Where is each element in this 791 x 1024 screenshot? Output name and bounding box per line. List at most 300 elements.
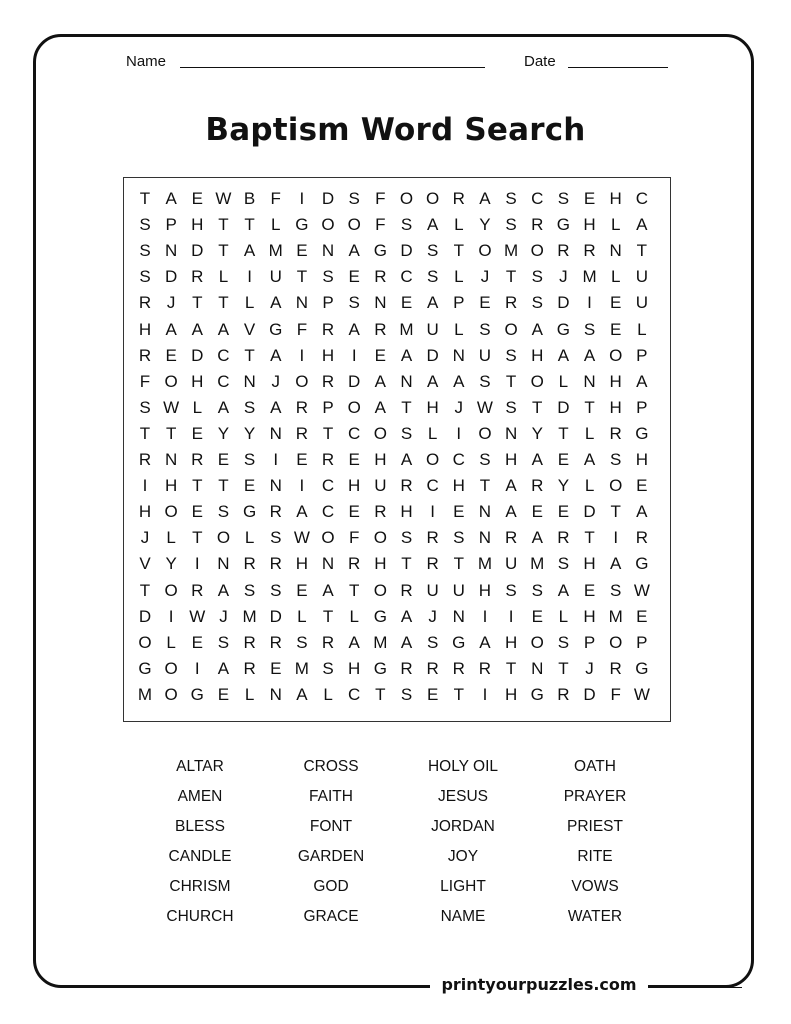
grid-row [124, 630, 670, 656]
grid-letter: H [426, 397, 439, 417]
grid-letter: F [348, 528, 360, 548]
grid-letter: R [452, 658, 465, 678]
grid-letter: A [426, 293, 439, 313]
grid-row [124, 447, 670, 473]
grid-letter: E [583, 580, 596, 600]
grid-letter: L [584, 476, 595, 496]
grid-letter: Y [243, 423, 256, 443]
grid-letter: R [609, 658, 622, 678]
grid-letter: E [191, 423, 203, 443]
grid-letter: Y [165, 554, 177, 574]
grid-letter: G [556, 215, 570, 235]
grid-letter: O [530, 632, 544, 652]
grid-letter: E [165, 345, 177, 365]
name-label: Name [126, 53, 167, 70]
grid-letter: J [559, 267, 568, 287]
grid-letter: S [217, 632, 230, 652]
grid-letter: E [296, 450, 308, 469]
grid-letter: G [373, 606, 387, 626]
grid-letter: S [557, 632, 570, 652]
grid-letter: S [426, 632, 439, 652]
grid-letter: A [583, 345, 596, 365]
grid-letter: C [217, 371, 230, 391]
date-line [568, 67, 668, 68]
grid-letter: H [348, 476, 361, 496]
grid-letter: H [191, 371, 204, 391]
grid-letter: E [348, 502, 360, 522]
grid-letter: E [296, 580, 308, 600]
grid-letter: E [610, 293, 622, 313]
grid-letter: H [583, 215, 596, 235]
grid-letter: G [452, 632, 466, 652]
grid-letter: L [166, 632, 176, 652]
grid-letter: U [635, 267, 648, 287]
grid-letter: D [321, 189, 335, 208]
grid-letter: G [530, 684, 544, 704]
grid-letter: C [217, 345, 230, 365]
grid-letter: E [374, 345, 387, 365]
grid-letter: R [243, 658, 256, 678]
word-list-item: BLESS [175, 818, 225, 835]
grid-letter: O [426, 189, 440, 208]
grid-letter: R [400, 476, 413, 496]
grid-letter: R [269, 632, 282, 652]
grid-letter: R [191, 267, 204, 287]
grid-letter: O [164, 502, 178, 522]
grid-letter: E [348, 450, 360, 469]
footer-rule-right [652, 987, 742, 988]
word-list-item: RITE [577, 848, 613, 865]
grid-letter: T [192, 476, 203, 496]
grid-letter: S [322, 267, 334, 287]
grid-letter: P [636, 345, 648, 365]
grid-letter: V [139, 554, 151, 574]
grid-letter: S [322, 658, 334, 678]
grid-letter: W [215, 189, 232, 208]
grid-letter: A [636, 215, 648, 235]
grid-letter: L [454, 267, 464, 287]
grid-letter: S [505, 215, 517, 235]
grid-letter: O [347, 397, 361, 417]
grid-letter: I [299, 189, 305, 208]
grid-letter: M [477, 554, 493, 574]
grid-letter: T [348, 580, 360, 600]
grid-letter: E [217, 684, 230, 704]
grid-letter: A [165, 319, 177, 339]
grid-letter: P [636, 632, 648, 652]
grid-letter: P [583, 632, 596, 652]
grid-letter: S [217, 502, 230, 522]
grid-letter: R [269, 554, 282, 574]
grid-letter: D [557, 397, 570, 417]
grid-letter: S [270, 580, 282, 600]
word-list-item: GARDEN [297, 848, 365, 865]
word-list-item: CROSS [303, 758, 359, 775]
word-list-item: PRAYER [563, 788, 627, 805]
grid-letter: U [374, 476, 387, 496]
grid-letter: U [452, 580, 465, 600]
grid-letter: R [269, 502, 282, 522]
grid-letter: S [479, 371, 491, 391]
grid-letter: O [373, 423, 387, 443]
grid-letter: S [531, 580, 543, 600]
grid-letter: F [296, 319, 308, 339]
grid-letter: U [635, 293, 648, 313]
grid-letter: H [531, 345, 544, 365]
grid-letter: B [243, 189, 256, 208]
grid-letter: R [504, 528, 518, 548]
word-list-item: CHURCH [166, 908, 234, 925]
grid-letter: N [374, 293, 387, 313]
grid-letter: A [426, 215, 439, 235]
grid-letter: U [426, 319, 439, 339]
grid-letter: T [218, 215, 229, 235]
grid-letter: M [268, 241, 283, 261]
grid-letter: A [191, 319, 203, 339]
grid-letter: H [504, 684, 518, 704]
grid-letter: S [348, 293, 360, 313]
grid-letter: G [635, 658, 649, 678]
grid-letter: E [191, 502, 203, 522]
grid-letter: A [296, 502, 308, 522]
grid-letter: O [504, 319, 518, 339]
grid-letter: E [610, 319, 622, 339]
grid-letter: N [609, 241, 622, 261]
grid-letter: F [139, 371, 151, 391]
grid-letter: R [374, 319, 387, 339]
grid-letter: S [531, 293, 543, 313]
grid-letter: M [399, 319, 414, 339]
grid-letter: O [399, 189, 414, 208]
grid-letter: O [164, 371, 178, 391]
grid-letter: A [400, 345, 413, 365]
grid-letter: T [139, 580, 151, 600]
grid-letter: E [453, 502, 465, 522]
grid-letter: H [295, 554, 309, 574]
grid-letter: L [584, 423, 595, 443]
grid-letter: L [610, 267, 621, 287]
grid-letter: N [269, 684, 282, 704]
grid-letter: P [165, 215, 177, 235]
grid-letter: W [476, 397, 493, 417]
grid-letter: T [218, 293, 229, 313]
grid-letter: S [557, 554, 570, 574]
grid-letter: C [348, 423, 361, 443]
grid-letter: A [453, 371, 465, 391]
grid-letter: S [400, 423, 413, 443]
grid-letter: N [531, 658, 544, 678]
grid-row [124, 395, 670, 421]
grid-letter: R [321, 319, 335, 339]
grid-letter: R [295, 397, 309, 417]
grid-letter: I [430, 502, 435, 522]
grid-letter: S [610, 580, 622, 600]
grid-letter: J [428, 606, 437, 626]
grid-letter: N [269, 423, 282, 443]
grid-letter: O [347, 215, 361, 235]
grid-row [124, 317, 670, 343]
grid-letter: T [139, 189, 151, 208]
grid-row [124, 264, 670, 290]
grid-letter: U [478, 345, 492, 365]
grid-letter: N [452, 606, 465, 626]
page-title: Baptism Word Search [205, 112, 586, 148]
grid-letter: R [531, 215, 544, 235]
grid-letter: L [244, 528, 255, 548]
grid-letter: T [218, 241, 229, 261]
grid-letter: I [299, 345, 305, 365]
grid-letter: S [348, 189, 360, 208]
grid-letter: H [583, 606, 596, 626]
grid-letter: H [321, 345, 335, 365]
grid-letter: A [636, 502, 648, 522]
grid-letter: A [348, 632, 360, 652]
grid-letter: E [636, 606, 648, 626]
grid-letter: Y [531, 423, 543, 443]
grid-row [124, 369, 670, 395]
grid-letter: O [321, 215, 335, 235]
grid-letter: T [244, 345, 255, 365]
grid-letter: G [635, 423, 649, 443]
grid-letter: O [478, 241, 492, 261]
grid-letter: L [244, 684, 255, 704]
grid-letter: T [401, 554, 412, 574]
grid-letter: H [138, 502, 152, 522]
grid-letter: N [321, 554, 335, 574]
grid-letter: I [194, 554, 200, 574]
grid-letter: H [374, 554, 387, 574]
grid-letter: S [400, 684, 413, 704]
grid-letter: A [531, 450, 543, 469]
grid-letter: T [558, 658, 569, 678]
grid-letter: S [139, 267, 151, 287]
grid-letter: E [479, 293, 491, 313]
grid-letter: S [479, 450, 491, 469]
word-list-item: JESUS [438, 788, 488, 805]
grid-letter: R [348, 554, 361, 574]
grid-letter: P [322, 293, 334, 313]
grid-letter: L [297, 606, 307, 626]
grid-letter: D [348, 371, 361, 391]
grid-letter: D [557, 293, 570, 313]
grid-letter: N [400, 371, 413, 391]
grid-letter: O [164, 658, 178, 678]
grid-letter: I [168, 606, 174, 626]
grid-letter: A [610, 554, 622, 574]
word-list-item: HOLY OIL [427, 758, 499, 775]
grid-letter: E [531, 502, 543, 522]
grid-letter: R [374, 267, 387, 287]
grid-letter: U [504, 554, 518, 574]
grid-letter: E [557, 502, 570, 522]
grid-row [124, 238, 670, 264]
grid-letter: T [401, 397, 412, 417]
grid-letter: E [583, 189, 596, 208]
grid-letter: N [583, 371, 596, 391]
word-list-item: GRACE [303, 908, 359, 925]
grid-letter: U [269, 267, 282, 287]
grid-letter: O [295, 371, 309, 391]
word-list-item: AMEN [177, 788, 223, 805]
grid-letter: R [635, 528, 648, 548]
grid-letter: L [271, 215, 281, 235]
grid-letter: J [454, 397, 464, 417]
grid-row [124, 525, 670, 551]
grid-row [124, 421, 670, 447]
grid-letter: M [137, 684, 153, 704]
grid-letter: R [531, 476, 544, 496]
word-list-item: NAME [440, 908, 486, 925]
letter-grid [123, 177, 671, 722]
grid-letter: G [138, 658, 152, 678]
grid-letter: A [217, 580, 230, 600]
grid-letter: A [348, 241, 360, 261]
word-list-item: OATH [574, 758, 616, 775]
grid-letter: T [505, 267, 517, 287]
grid-letter: M [608, 606, 623, 626]
grid-letter: T [375, 684, 386, 704]
grid-letter: R [243, 554, 256, 574]
grid-letter: T [558, 423, 569, 443]
grid-letter: H [478, 580, 492, 600]
grid-letter: M [530, 554, 545, 574]
grid-letter: E [636, 476, 648, 496]
grid-letter: D [191, 241, 204, 261]
grid-letter: H [138, 319, 152, 339]
grid-letter: E [426, 684, 439, 704]
grid-row [124, 343, 670, 369]
grid-letter: W [189, 606, 206, 626]
grid-letter: T [192, 293, 203, 313]
grid-letter: I [482, 684, 488, 704]
grid-letter: H [609, 397, 622, 417]
grid-letter: O [609, 632, 623, 652]
grid-letter: J [166, 293, 176, 313]
grid-letter: F [610, 684, 621, 704]
grid-letter: H [583, 554, 596, 574]
grid-letter: E [191, 189, 203, 208]
grid-letter: R [321, 450, 335, 469]
grid-letter: A [505, 476, 517, 496]
grid-letter: C [452, 450, 465, 469]
grid-letter: A [217, 319, 230, 339]
grid-letter: S [505, 345, 517, 365]
word-list-item: LIGHT [440, 878, 486, 895]
grid-letter: Y [479, 215, 491, 235]
word-list-item: JOY [447, 848, 479, 865]
grid-letter: O [321, 528, 335, 548]
grid-letter: T [296, 267, 308, 287]
grid-letter: E [557, 450, 570, 469]
grid-letter: I [194, 658, 200, 678]
grid-letter: T [532, 397, 543, 417]
grid-letter: I [273, 450, 279, 469]
grid-letter: H [348, 658, 361, 678]
grid-letter: I [587, 293, 592, 313]
grid-letter: S [557, 189, 570, 208]
grid-letter: T [322, 423, 334, 443]
grid-letter: D [400, 241, 413, 261]
grid-letter: R [191, 580, 204, 600]
grid-letter: C [400, 267, 413, 287]
word-list-item: PRIEST [567, 818, 623, 835]
grid-letter: L [166, 528, 176, 548]
word-list-item: CHRISM [169, 878, 231, 895]
grid-letter: T [453, 684, 464, 704]
grid-letter: E [243, 476, 256, 496]
grid-letter: S [426, 241, 439, 261]
grid-letter: A [374, 397, 387, 417]
grid-letter: J [480, 267, 490, 287]
grid-letter: R [557, 241, 570, 261]
grid-letter: H [609, 189, 622, 208]
grid-letter: N [243, 371, 256, 391]
grid-letter: I [247, 267, 252, 287]
grid-letter: E [348, 267, 360, 287]
grid-letter: A [165, 189, 177, 208]
grid-letter: M [582, 267, 597, 287]
grid-row [124, 551, 670, 577]
grid-letter: W [633, 580, 650, 600]
grid-letter: N [504, 423, 518, 443]
grid-letter: M [504, 241, 519, 261]
grid-letter: R [426, 658, 439, 678]
grid-letter: A [217, 658, 230, 678]
grid-row [124, 499, 670, 525]
grid-letter: S [139, 241, 151, 261]
grid-letter: A [479, 189, 491, 208]
grid-letter: F [270, 189, 281, 208]
grid-letter: P [453, 293, 465, 313]
grid-letter: L [558, 606, 569, 626]
grid-letter: T [636, 241, 648, 261]
grid-letter: I [299, 476, 305, 496]
grid-letter: O [216, 528, 231, 548]
grid-letter: S [505, 189, 517, 208]
grid-letter: L [454, 215, 464, 235]
grid-letter: S [296, 632, 308, 652]
grid-letter: T [479, 476, 491, 496]
grid-letter: G [190, 684, 204, 704]
grid-letter: R [191, 450, 204, 469]
grid-letter: J [219, 606, 228, 626]
grid-letter: N [478, 528, 492, 548]
grid-row [124, 604, 670, 630]
grid-letter: L [454, 319, 464, 339]
grid-letter: S [270, 528, 282, 548]
grid-letter: G [242, 502, 257, 522]
grid-letter: D [269, 606, 282, 626]
grid-letter: H [374, 450, 387, 469]
grid-letter: R [138, 450, 152, 469]
grid-letter: S [400, 215, 413, 235]
grid-letter: L [558, 371, 569, 391]
grid-letter: N [165, 450, 178, 469]
grid-letter: R [400, 580, 413, 600]
grid-letter: N [478, 502, 492, 522]
grid-row [124, 212, 670, 238]
grid-letter: T [322, 606, 334, 626]
grid-letter: R [295, 423, 309, 443]
grid-letter: T [165, 423, 177, 443]
grid-letter: H [609, 371, 622, 391]
grid-letter: J [271, 371, 280, 391]
grid-letter: T [505, 371, 517, 391]
grid-letter: H [452, 476, 465, 496]
grid-letter: O [478, 423, 492, 443]
grid-letter: A [270, 293, 282, 313]
grid-letter: E [191, 632, 203, 652]
